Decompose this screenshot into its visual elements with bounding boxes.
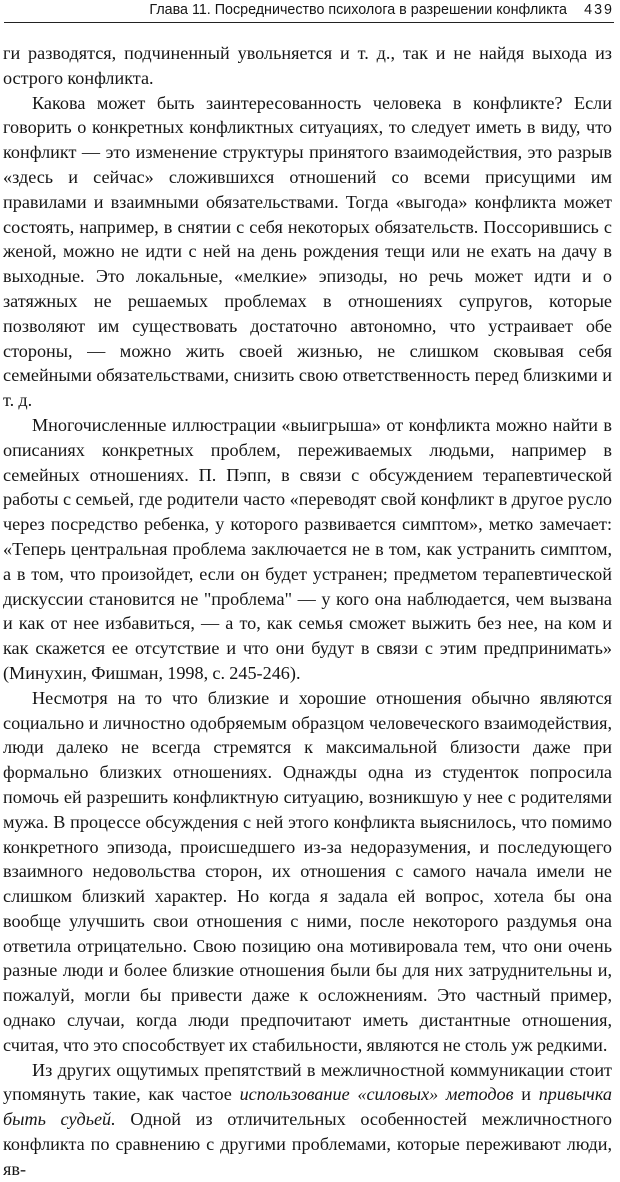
paragraph	[3, 41, 612, 91]
text-run: Многочисленные иллюстрации «выигрыша» от конфликта можно найти в описаниях конкретных проблем, переживаемых людьми, например в семейных отношениях. П. Пэпп, в связи с обсуждением терапевтической работы с семьей, где родители часто «переводят свой конфликт в другое русло через посредство ребенка, у которого развивается симптом», метко замечает: «Теперь центральная проблема заключается не в том, как устранить симптом, а в том, что произойдет, если он будет устранен; предметом терапевтической дискуссии становится не "проблема" — у кого она наблюдается, чем вызвана и как от нее избавиться, — а то, как семья сможет выжить без нее, на ком и как скажется ее отсутствие и что они будут в связи с этим предпринимать» (Минухин, Фишман, 1998, с. 245-246).	[3, 414, 612, 683]
paragraph	[3, 413, 612, 686]
paragraph	[3, 91, 612, 413]
paragraph	[3, 1058, 612, 1182]
paragraph	[3, 686, 612, 1058]
chapter-title: Глава 11. Посредничество психолога в разрешении конфликта	[149, 2, 567, 18]
text-run: Какова может быть заинтересованность человека в конфликте? Если говорить о конкретных конфликтных ситуациях, то следует иметь в виду, что конфликт — это изменение структуры принятого взаимодействия, это разрыв «здесь и сейчас» сложившихся отношений со всеми присущими им правилами и взаимными обязательствами. Тогда «выгода» конфликта может состоять, например, в снятии с себя некоторых обязательств. Поссорившись с женой, можно не идти с ней на день рождения тещи или не ехать на дачу в выходные. Это локальные, «мелкие» эпизоды, но речь может идти и о затяжных не решаемых проблемах в отношениях супругов, которые позволяют им существовать достаточно автономно, что устраивает обе стороны, — можно жить своей жизнью, не слишком сковывая себя семейными обязательствами, снизить свою ответственность перед близкими и т. д.	[3, 92, 612, 411]
text-run: ги разводятся, подчиненный увольняется и т. д., так и не найдя выхода из острого конфликта.	[3, 43, 612, 88]
text-run: и	[513, 1084, 539, 1105]
running-header	[4, 2, 614, 23]
text-run: Несмотря на то что близкие и хорошие отношения обычно являются социально и личностно одобряемым образцом человеческого взаимодействия, люди далеко не всегда стремятся к максимальной близости даже при формально близких отношениях. Однажды одна из студенток попросила помочь ей разрешить конфликтную ситуацию, возникшую у нее с родителями мужа. В процессе обсуждения с ней этого конфликта выяснилось, что помимо конкретного эпизода, происшедшего из-за недоразумения, и последующего взаимного недовольства сторон, их отношения с самого начала имели не слишком близкий характер. Но когда я задала ей вопрос, хотела бы она вообще улучшить свои отношения с ними, после некоторого раздумья она ответила отрицательно. Свою позицию она мотивировала тем, что они очень разные люди и более близкие отношения были бы для них затруднительны и, пожалуй, могли бы привести даже к осложнениям. Это частный пример, однако случаи, когда люди предпочитают иметь дистантные отношения, считая, что это способствует их стабильности, являются не столь уж редкими.	[3, 687, 612, 1055]
text-run: Одной из отличительных особенностей межличностного конфликта по сравнению с другими проблемами, которые переживают люди, яв-	[3, 1109, 612, 1179]
body-text	[3, 41, 612, 1182]
italic-text-run: использование «силовых» методов	[239, 1084, 514, 1105]
page-number: 439	[584, 2, 614, 18]
text-run: Из других ощутимых препятствий в межличностной коммуникации стоит упомянуть такие, как частое	[3, 1059, 612, 1105]
italic-text-run: привычка быть судьей.	[3, 1084, 613, 1130]
